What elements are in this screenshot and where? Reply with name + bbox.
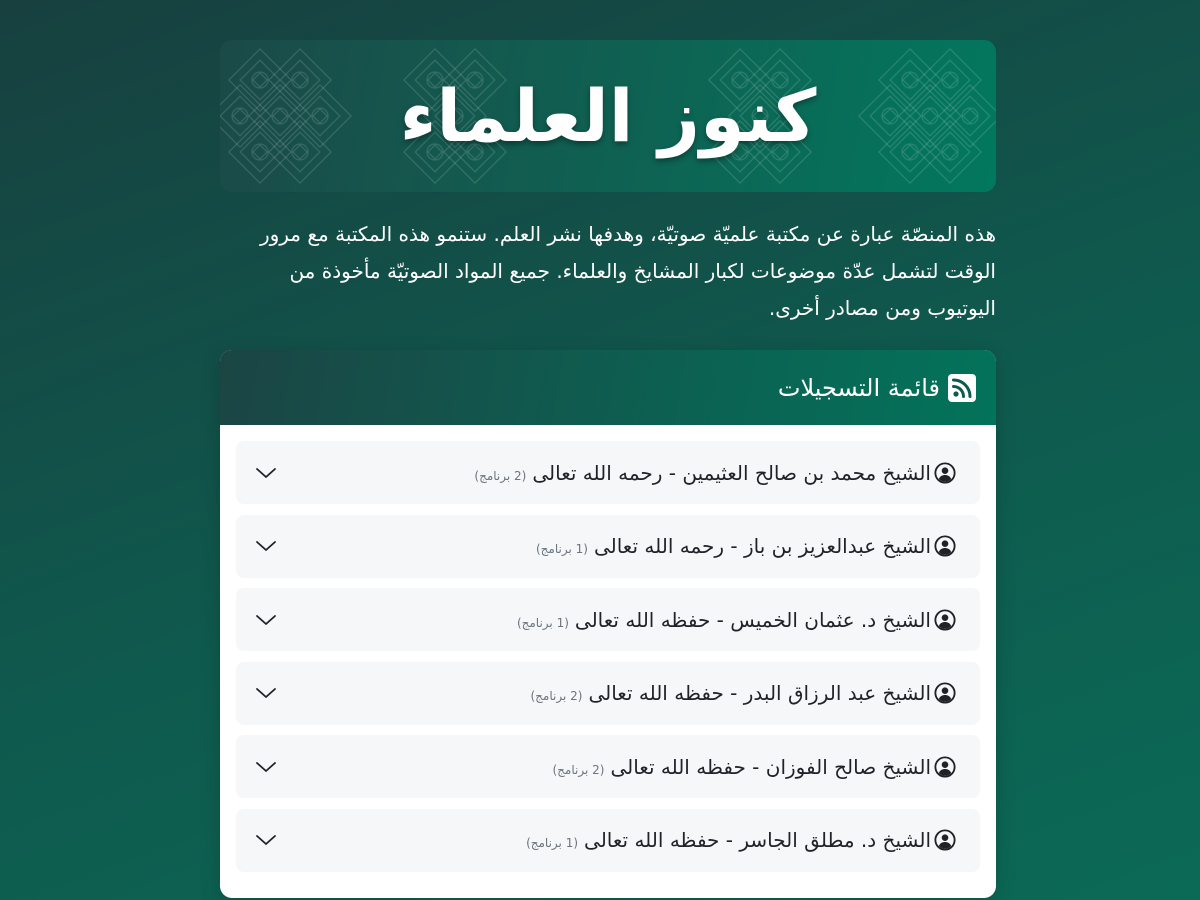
page-container [220, 40, 996, 898]
chevron-down-icon[interactable] [254, 755, 278, 779]
chevron-down-icon[interactable] [254, 681, 278, 705]
scholar-name: الشيخ عبدالعزيز بن باز - رحمه الله تعالى [593, 534, 931, 559]
program-count: (2 برنامج) [530, 689, 583, 704]
scholar-item[interactable] [236, 588, 980, 651]
program-count: (1 برنامج) [516, 615, 569, 630]
recordings-card [220, 350, 996, 898]
scholar-name: الشيخ د. عثمان الخميس - حفظه الله تعالى [574, 607, 931, 632]
site-title: كنوز العلماء [399, 74, 817, 158]
scholar-item-label [552, 755, 956, 779]
recordings-title: قائمة التسجيلات [777, 373, 940, 402]
rss-icon [948, 374, 976, 402]
scholar-name: الشيخ صالح الفوزان - حفظه الله تعالى [610, 754, 931, 779]
chevron-down-icon[interactable] [254, 828, 278, 852]
program-count: (2 برنامج) [474, 468, 527, 483]
scholar-item-label [530, 681, 956, 705]
scholar-name: الشيخ عبد الرزاق البدر - حفظه الله تعالى [588, 681, 931, 706]
user-circle-icon [934, 682, 956, 704]
scholar-name: الشيخ محمد بن صالح العثيمين - رحمه الله تعالى [532, 460, 931, 485]
program-count: (1 برنامج) [526, 836, 579, 851]
user-circle-icon [934, 609, 956, 631]
recordings-card-header [220, 350, 996, 425]
scholar-item-label [536, 534, 956, 558]
scholar-item[interactable] [236, 735, 980, 798]
scholar-item-label [517, 608, 956, 632]
chevron-down-icon[interactable] [254, 461, 278, 485]
intro-text: هذه المنصّة عبارة عن مكتبة علميّة صوتيّة، وهدفها نشر العلم. ستنمو هذه المكتبة مع مرور الوقت لتشمل عدّة موضوعات لكبار المشايخ والعلماء. جميع المواد الصوتيّة مأخوذة من اليوتيوب ومن مصادر أخرى. [259, 222, 996, 320]
user-circle-icon [934, 462, 956, 484]
user-circle-icon [934, 535, 956, 557]
program-count: (2 برنامج) [552, 762, 605, 777]
chevron-down-icon[interactable] [254, 534, 278, 558]
scholar-name: الشيخ د. مطلق الجاسر - حفظه الله تعالى [584, 828, 931, 853]
recordings-list [220, 425, 996, 898]
hero-banner [220, 40, 996, 192]
program-count: (1 برنامج) [535, 542, 588, 557]
scholar-item[interactable] [236, 809, 980, 872]
scholar-item-label [526, 828, 956, 852]
user-circle-icon [934, 829, 956, 851]
scholar-item[interactable] [236, 441, 980, 504]
scholar-item-label [474, 461, 956, 485]
scholar-item[interactable] [236, 515, 980, 578]
user-circle-icon [934, 756, 956, 778]
chevron-down-icon[interactable] [254, 608, 278, 632]
scholar-item[interactable] [236, 662, 980, 725]
